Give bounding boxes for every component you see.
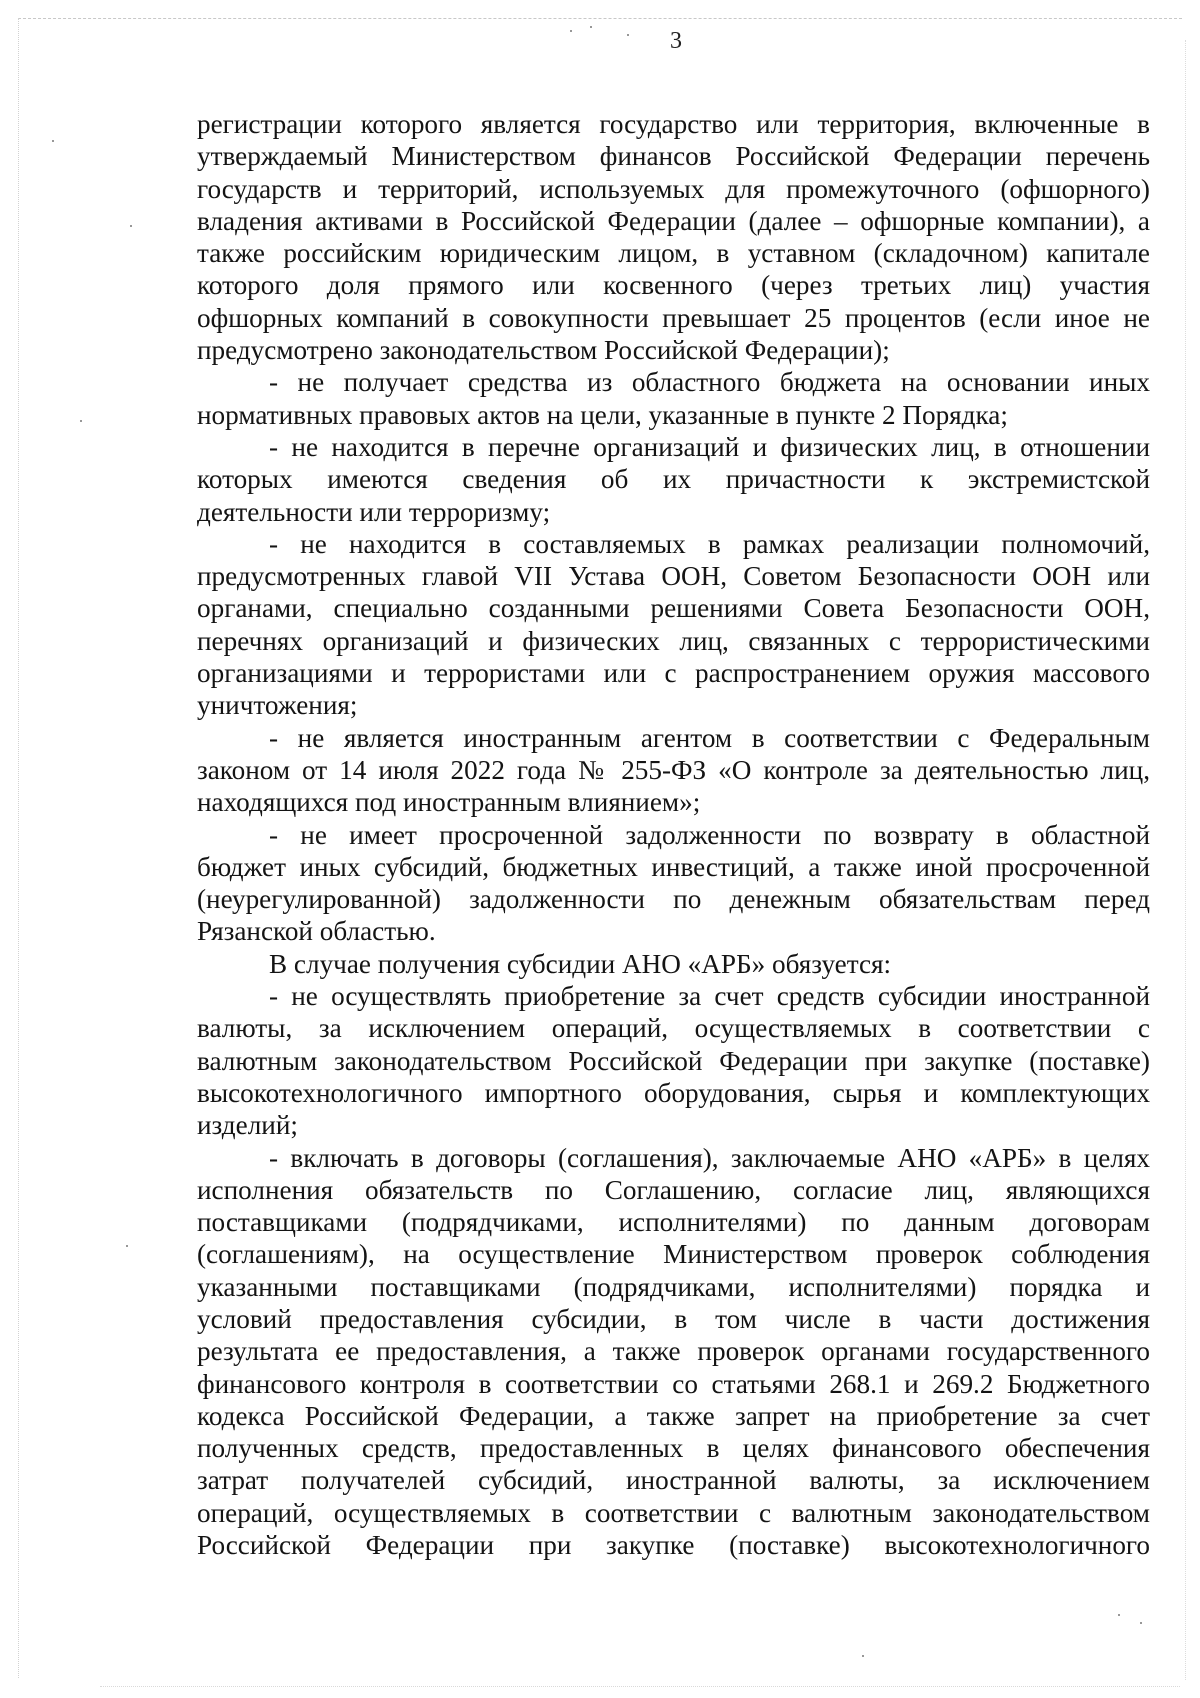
text-line: деятельности или терроризму; bbox=[197, 496, 551, 527]
text-line: операций, осуществляемых в соответствии с валютным законодательством bbox=[197, 1497, 1150, 1528]
scan-speck bbox=[80, 420, 82, 422]
text-line: затрат получателей субсидий, иностранной валюты, за исключением bbox=[197, 1465, 1150, 1496]
text-line: - не находится в перечне организаций и физических лиц, в отношении bbox=[269, 431, 1150, 462]
text-line: которого доля прямого или косвенного (через третьих лиц) участия bbox=[197, 270, 1150, 301]
text-line: - не осуществлять приобретение за счет средств субсидии иностранной bbox=[269, 981, 1150, 1012]
scan-speck bbox=[862, 1655, 864, 1657]
text-line: финансового контроля в соответствии со статьями 268.1 и 269.2 Бюджетного bbox=[197, 1368, 1150, 1399]
text-line: утверждаемый Министерством финансов Российской Федерации перечень bbox=[197, 141, 1150, 172]
scan-speck bbox=[130, 225, 132, 227]
text-line: законом от 14 июля 2022 года № 255-ФЗ «О контроле за деятельностью лиц, bbox=[197, 754, 1150, 785]
text-line: также российским юридическим лицом, в уставном (складочном) капитале bbox=[197, 238, 1150, 269]
scan-speck bbox=[1118, 1614, 1120, 1616]
text-line: - не имеет просроченной задолженности по возврату в областной bbox=[269, 819, 1150, 850]
text-line: исполнения обязательств по Соглашению, согласие лиц, являющихся bbox=[197, 1174, 1150, 1205]
text-line: - не находится в составляемых в рамках реализации полномочий, bbox=[269, 528, 1150, 559]
text-line: (неурегулированной) задолженности по денежным обязательствам перед bbox=[197, 884, 1150, 915]
text-line: - не получает средства из областного бюджета на основании иных bbox=[269, 367, 1150, 398]
scan-speck bbox=[1140, 1622, 1142, 1624]
text-line: которых имеются сведения об их причастности к экстремистской bbox=[197, 464, 1150, 495]
scan-edge-left bbox=[18, 18, 19, 1678]
scan-speck bbox=[126, 1245, 128, 1247]
text-line: офшорных компаний в совокупности превышает 25 процентов (если иное не bbox=[197, 302, 1150, 333]
text-line: валюты, за исключением операций, осуществляемых в соответствии с bbox=[197, 1013, 1150, 1044]
text-line: предусмотренных главой VII Устава ООН, Советом Безопасности ООН или bbox=[197, 561, 1150, 592]
text-line: - включать в договоры (соглашения), заключаемые АНО «АРБ» в целях bbox=[269, 1142, 1150, 1173]
text-line: полученных средств, предоставленных в целях финансового обеспечения bbox=[197, 1433, 1150, 1464]
text-line: нормативных правовых актов на цели, указанные в пункте 2 Порядка; bbox=[197, 399, 1008, 430]
text-line: - не является иностранным агентом в соответствии с Федеральным bbox=[269, 722, 1150, 753]
text-line: В случае получения субсидии АНО «АРБ» обязуется: bbox=[269, 948, 892, 979]
document-body bbox=[197, 108, 1150, 1561]
text-line: указанными поставщиками (подрядчиками, исполнителями) порядка и bbox=[197, 1271, 1150, 1302]
text-line: владения активами в Российской Федерации (далее – офшорные компании), а bbox=[197, 205, 1150, 236]
text-line: изделий; bbox=[197, 1110, 298, 1141]
text-line: Рязанской областью. bbox=[197, 916, 436, 947]
text-line: находящихся под иностранным влиянием»; bbox=[197, 787, 701, 818]
text-line: перечнях организаций и физических лиц, связанных с террористическими bbox=[197, 625, 1150, 656]
text-line: условий предоставления субсидии, в том числе в части достижения bbox=[197, 1303, 1150, 1334]
text-line: валютным законодательством Российской Федерации при закупке (поставке) bbox=[197, 1045, 1150, 1076]
text-line: предусмотрено законодательством Российской Федерации); bbox=[197, 335, 890, 366]
scan-edge-right bbox=[1185, 40, 1186, 1680]
page-number: 3 bbox=[670, 28, 682, 54]
text-line: Российской Федерации при закупке (поставке) высокотехнологичного bbox=[197, 1530, 1150, 1561]
text-line: организациями и террористами или с распространением оружия массового bbox=[197, 658, 1150, 689]
text-line: органами, специально созданными решениями Совета Безопасности ООН, bbox=[197, 593, 1150, 624]
text-line: результата ее предоставления, а также проверок органами государственного bbox=[197, 1336, 1150, 1367]
text-line: регистрации которого является государство или территория, включенные в bbox=[197, 109, 1150, 139]
text-line: уничтожения; bbox=[197, 690, 358, 721]
text-line: высокотехнологичного импортного оборудования, сырья и комплектующих bbox=[197, 1077, 1150, 1108]
text-line: (соглашениям), на осуществление Министерством проверок соблюдения bbox=[197, 1239, 1150, 1270]
text-line: бюджет иных субсидий, бюджетных инвестиций, а также иной просроченной bbox=[197, 851, 1150, 882]
scan-edge-bottom bbox=[100, 1686, 1180, 1687]
scan-speck bbox=[52, 140, 54, 142]
text-line: государств и территорий, используемых для промежуточного (офшорного) bbox=[197, 173, 1150, 204]
text-line: кодекса Российской Федерации, а также запрет на приобретение за счет bbox=[197, 1400, 1150, 1431]
text-line: поставщиками (подрядчиками, исполнителями) по данным договорам bbox=[197, 1207, 1150, 1238]
scan-edge-top bbox=[18, 18, 1182, 19]
